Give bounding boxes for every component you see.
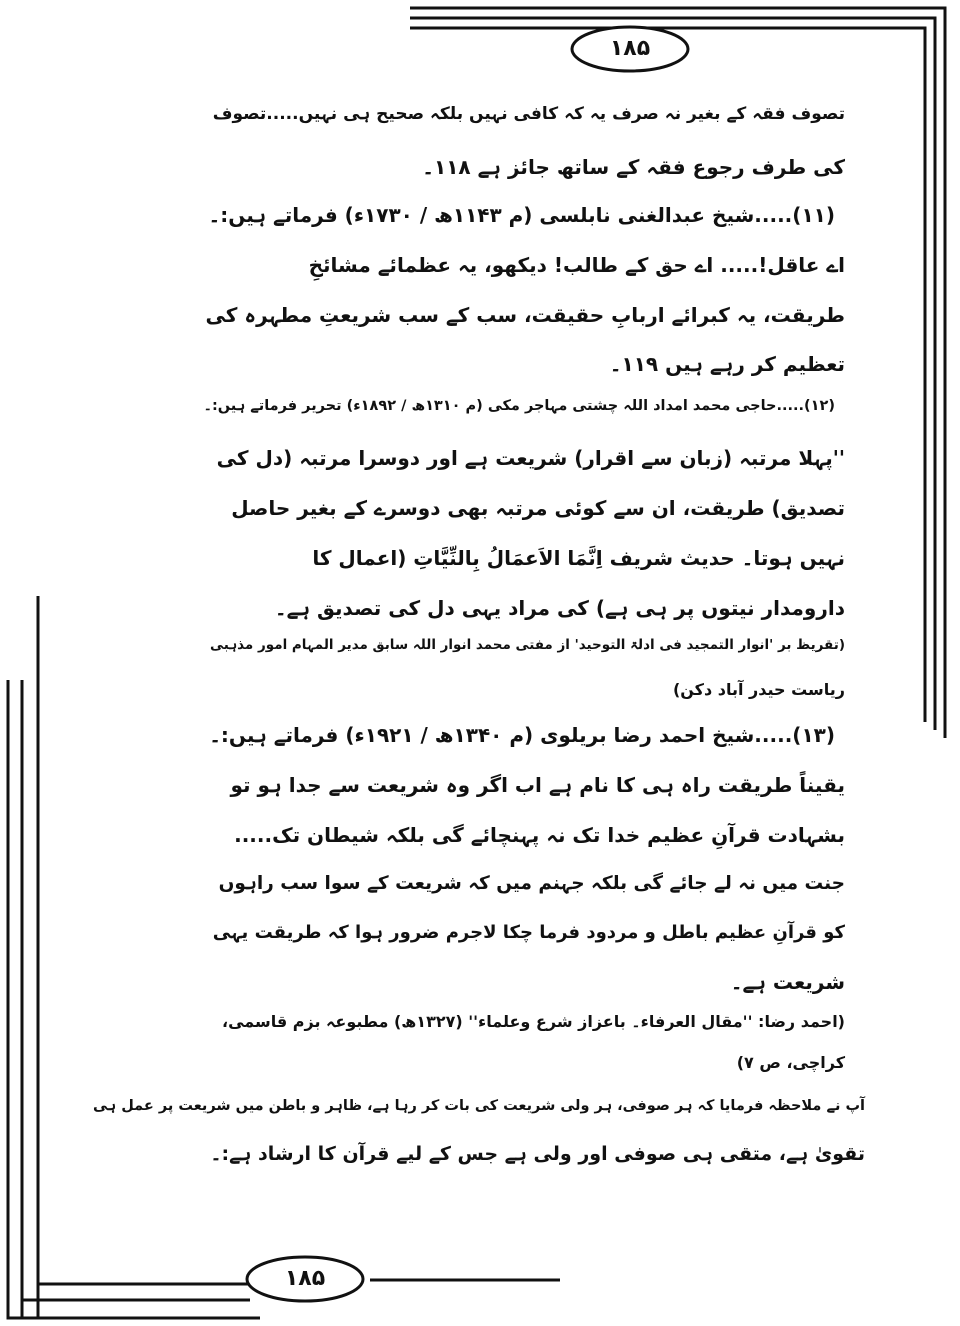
reference-note: (تقریظ بر 'انوار التمجید فی ادلۃ التوحید' از مفتی محمد انوار اللہ سابق مدیر المہام امور مذہبی: [210, 637, 845, 653]
text-line: جنت میں نہ لے جائے گی بلکہ جہنم میں کہ شریعت کے سوا سب راہوں: [218, 873, 845, 894]
text-line: کو قرآنِ عظیم باطل و مردود فرما چکا لاجرم ضرور ہوا کہ طریقت یہی: [212, 922, 845, 943]
text-line: دارومدار نیتوں پر ہی ہے) کی مراد یہی دل کی تصدیق ہے۔: [274, 596, 845, 620]
reference-note: (احمد رضا: ''مقال العرفاء۔ باعزاز شرع وعلماء'' (۱۳۲۷ھ) مطبوعہ بزم قاسمی،: [222, 1012, 845, 1031]
text-line: تقویٰ ہے، متقی ہی صوفی اور ولی ہے جس کے لیے قرآن کا ارشاد ہے:۔: [210, 1143, 865, 1165]
section-heading-12: (۱۲).....حاجی محمد امداد اللہ چشتی مہاجر مکی (م ۱۳۱۰ھ / ۱۸۹۲ء) تحریر فرماتے ہیں:۔: [203, 398, 835, 414]
text-line: یقیناً طریقت راہ ہی کا نام ہے اب اگر وہ شریعت سے جدا ہو تو: [230, 773, 845, 797]
text-line: شریعت ہے۔: [730, 970, 845, 994]
text-line: نہیں ہوتا۔ حدیث شریف اِنَّمَا الاَعمَالُ بِالنِّیَّاتِ (اعمال کا: [312, 546, 845, 570]
text-line: تصوف فقہ کے بغیر نہ صرف یہ کہ کافی نہیں بلکہ صحیح ہی نہیں.....تصوف: [212, 104, 845, 124]
section-heading-11: (۱۱).....شیخ عبدالغنی نابلسی (م ۱۱۴۳ھ / ۱۷۳۰ء) فرماتے ہیں:۔: [208, 203, 835, 227]
text-line: تعظیم کر رہے ہیں ۱۱۹۔: [609, 352, 845, 376]
text-line: طریقت، یہ کبرائے اربابِ حقیقت، سب کے سب شریعتِ مطہرہ کی: [205, 303, 845, 327]
text-line: کی طرف رجوع فقہ کے ساتھ جائز ہے ۱۱۸۔: [422, 155, 845, 179]
closing-paragraph: [75, 0, 865, 1200]
reference-note: ریاست حیدر آباد دکن): [672, 680, 845, 699]
section-heading-13: (۱۳).....شیخ احمد رضا بریلوی (م ۱۳۴۰ھ / ۱۹۲۱ء) فرماتے ہیں:۔: [209, 723, 835, 747]
page-number-bottom: ۱۸۵: [284, 1266, 326, 1291]
text-line: ''پہلا مرتبہ (زبان سے اقرار) شریعت ہے اور دوسرا مرتبہ (دل کی: [216, 446, 845, 470]
page-number-top: ۱۸۵: [609, 36, 651, 61]
text-line: اے عاقل!..... اے حق کے طالب! دیکھو، یہ عظمائے مشائخِ: [308, 253, 845, 277]
reference-note: کراچی، ص ۷): [736, 1053, 845, 1072]
text-line: بشہادت قرآنِ عظیم خدا تک نہ پہنچائے گی بلکہ شیطان تک.....: [234, 823, 845, 847]
text-line: آپ نے ملاحظہ فرمایا کہ ہر صوفی، ہر ولی شریعت کی بات کر رہا ہے، ظاہر و باطن میں شریعت پر عمل ہی: [93, 1098, 865, 1114]
text-line: تصدیق) طریقت، ان سے کوئی مرتبہ بھی دوسرے کے بغیر حاصل: [231, 496, 845, 520]
